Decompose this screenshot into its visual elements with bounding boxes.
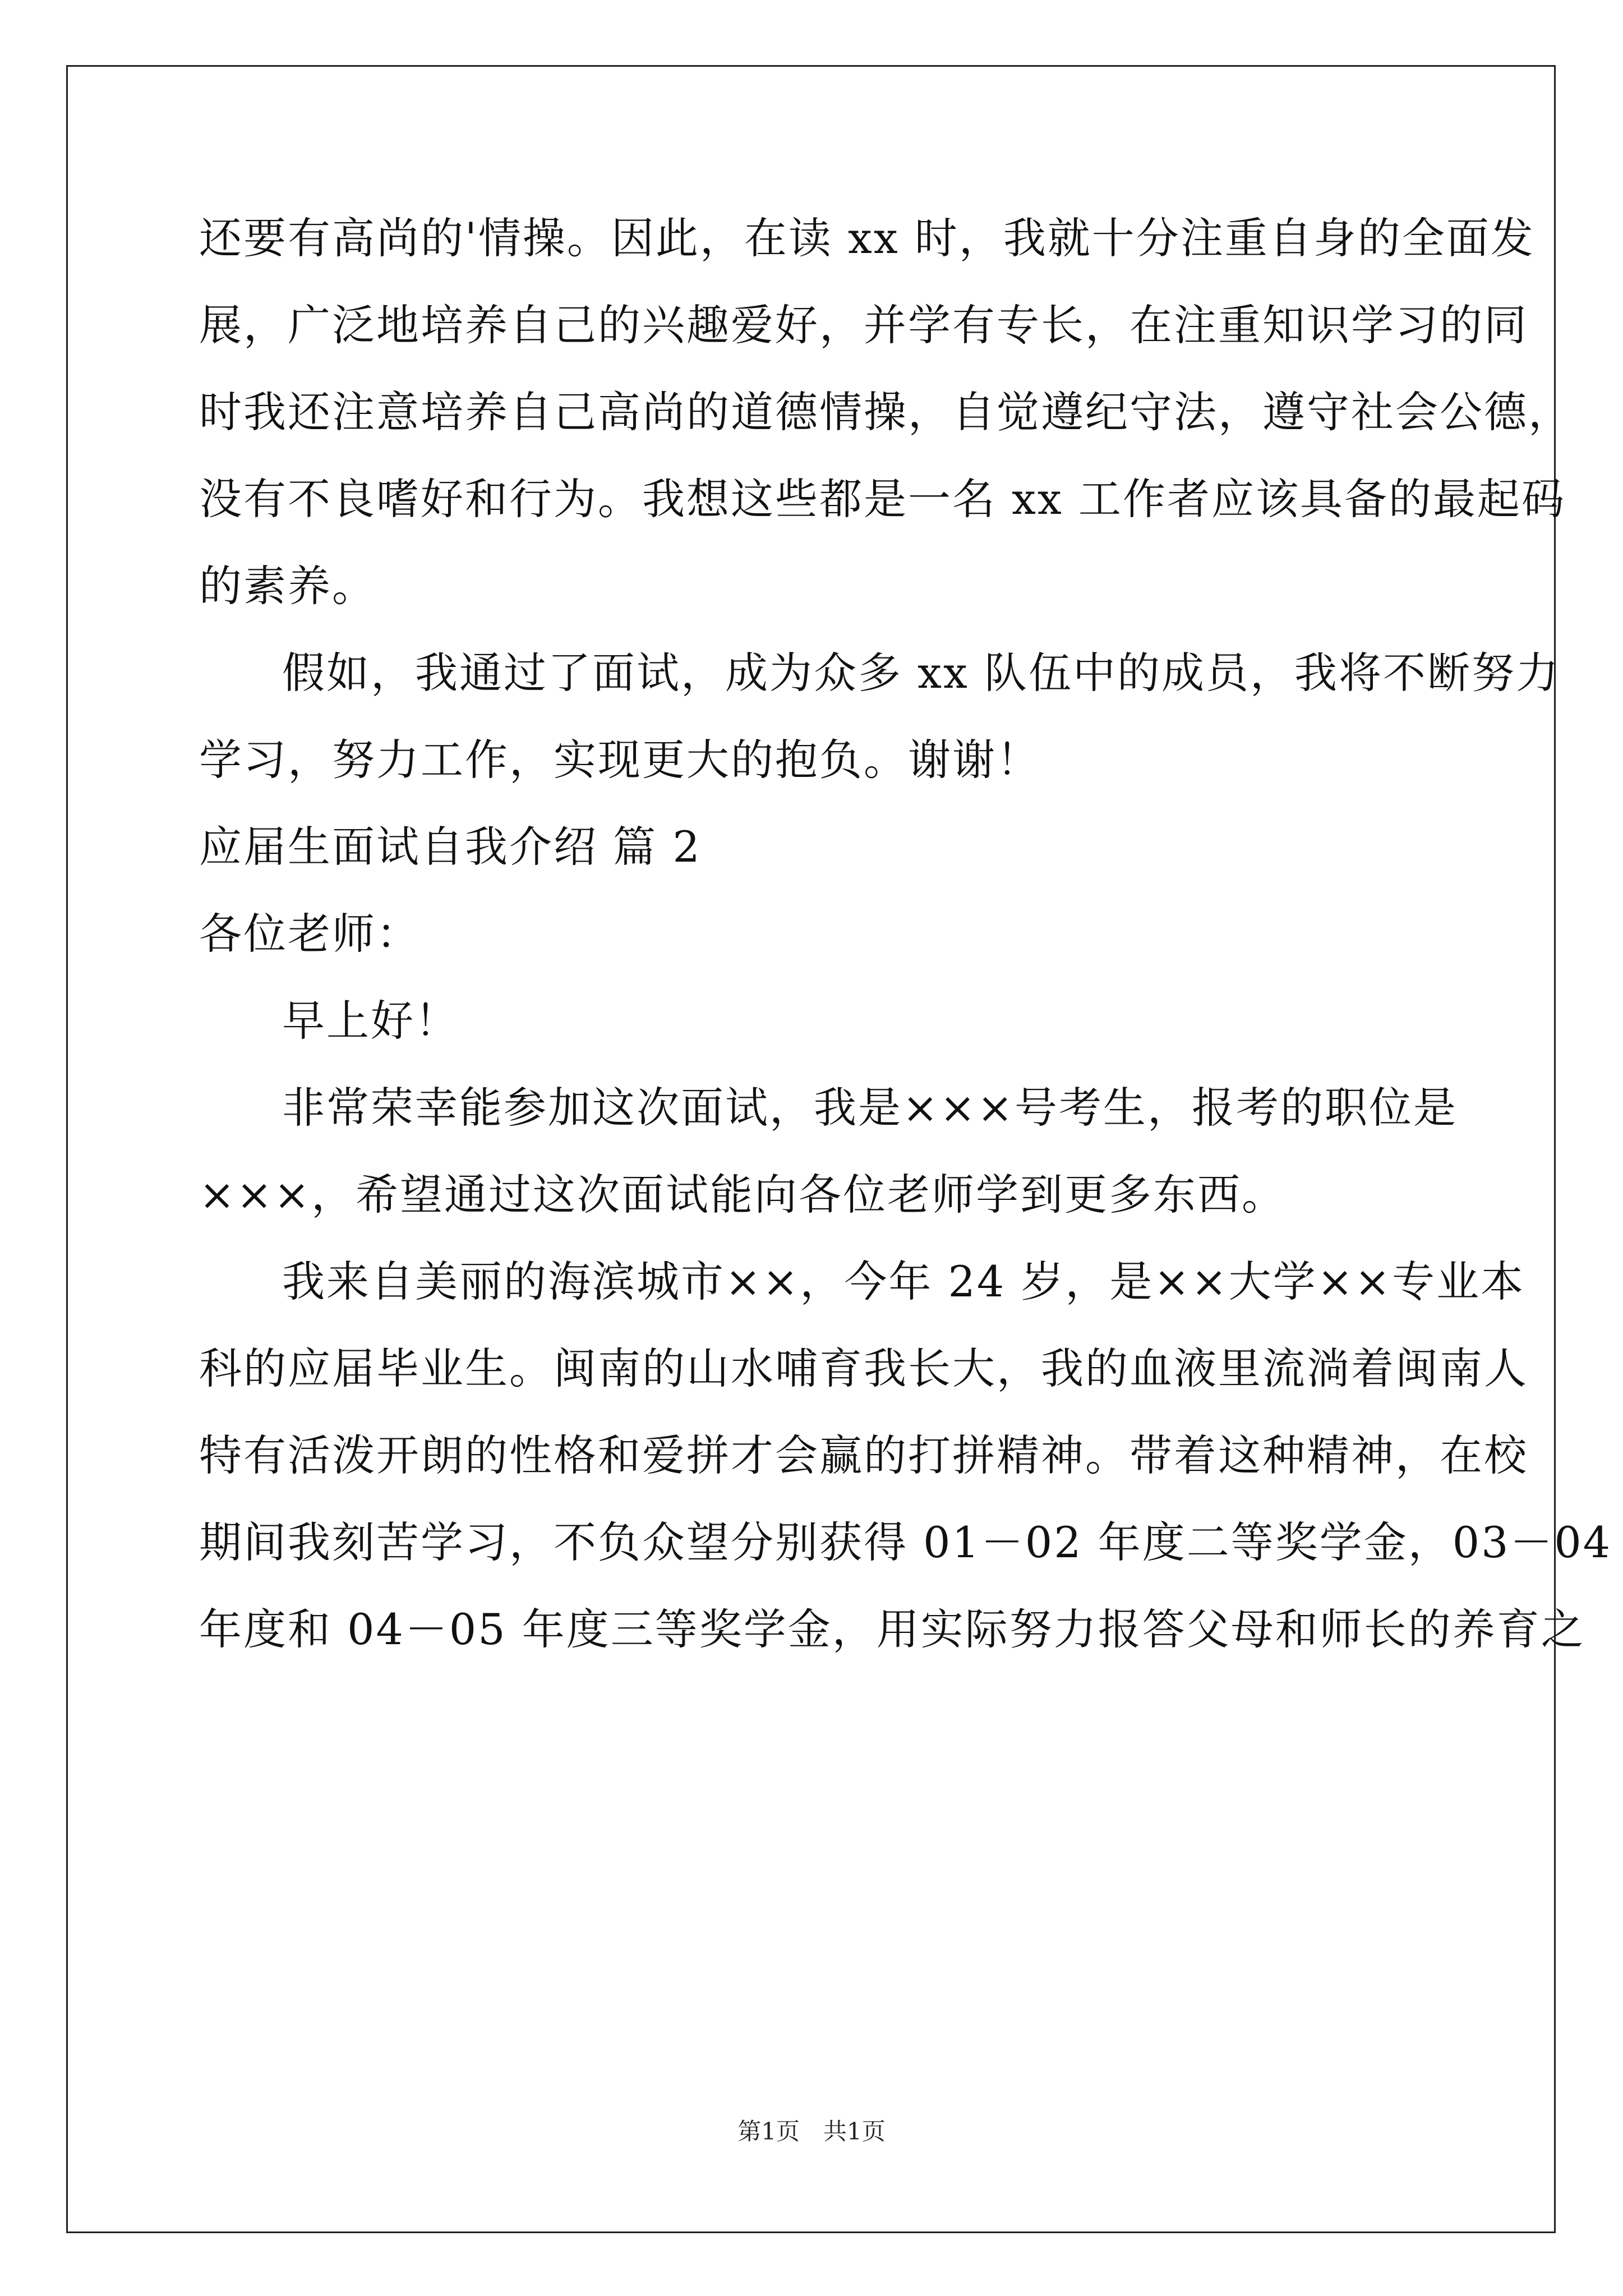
text-line: 还要有高尚的'情操。因此，在读 xx 时，我就十分注重自身的全面发 bbox=[199, 213, 1535, 263]
text-line: 展，广泛地培养自己的兴趣爱好，并学有专长，在注重知识学习的同 bbox=[199, 300, 1528, 350]
text-line: 学习，努力工作，实现更大的抱负。谢谢！ bbox=[199, 735, 1041, 785]
section-heading: 应届生面试自我介绍 篇 2 bbox=[199, 822, 702, 872]
page-number-footer: 第1页 共1页 bbox=[737, 2118, 886, 2145]
text-line: ×××，希望通过这次面试能向各位老师学到更多东西。 bbox=[199, 1170, 1287, 1220]
greeting: 早上好！ bbox=[282, 996, 459, 1046]
text-line: 年度和 04－05 年度三等奖学金，用实际努力报答父母和师长的养育之 bbox=[199, 1604, 1585, 1654]
text-line: 科的应届毕业生。闽南的山水哺育我长大，我的血液里流淌着闽南人 bbox=[199, 1343, 1528, 1393]
text-line: 期间我刻苦学习，不负众望分别获得 01－02 年度二等奖学金，03－04 bbox=[199, 1517, 1612, 1567]
text-line: 我来自美丽的海滨城市××，今年 24 岁，是××大学××专业本 bbox=[282, 1257, 1525, 1306]
text-line: 非常荣幸能参加这次面试，我是×××号考生，报考的职位是 bbox=[282, 1083, 1458, 1133]
text-line: 的素养。 bbox=[199, 561, 376, 611]
text-line: 特有活泼开朗的性格和爱拼才会赢的打拼精神。带着这种精神，在校 bbox=[199, 1430, 1528, 1480]
salutation: 各位老师： bbox=[199, 909, 421, 959]
text-line: 假如，我通过了面试，成为众多 xx 队伍中的成员，我将不断努力 bbox=[282, 648, 1561, 698]
text-line: 时我还注意培养自己高尚的道德情操，自觉遵纪守法，遵守社会公德， bbox=[199, 387, 1573, 437]
text-line: 没有不良嗜好和行为。我想这些都是一名 xx 工作者应该具备的最起码 bbox=[199, 474, 1566, 524]
